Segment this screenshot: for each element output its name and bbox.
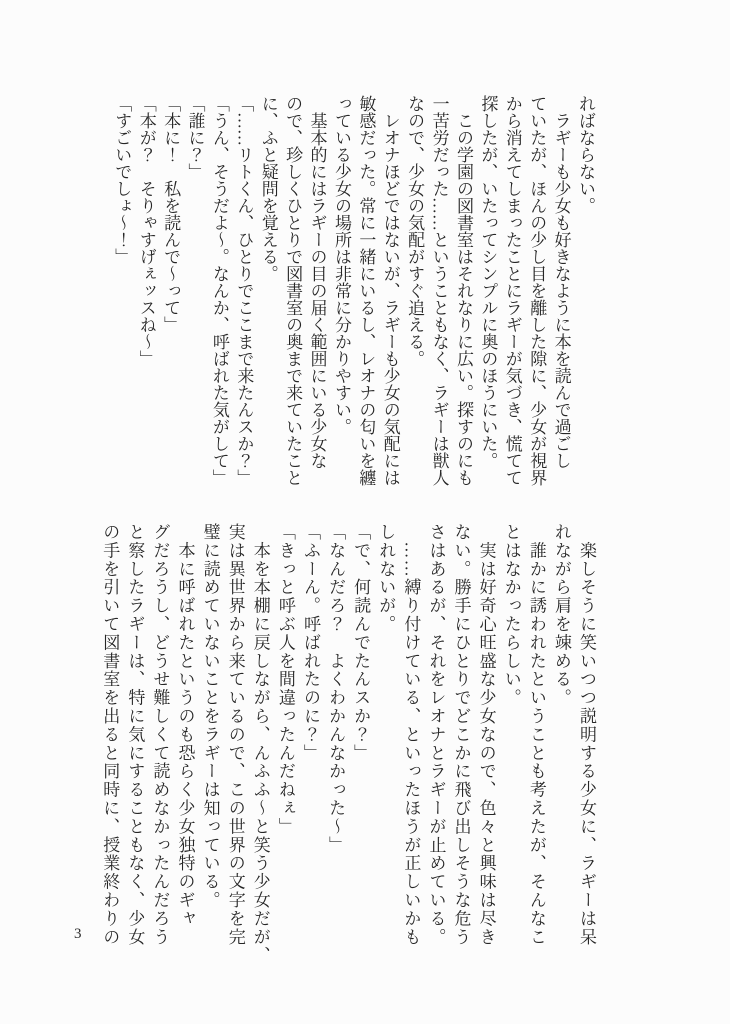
- text-line: レオナほどではないが、ラギーも少女の気配には: [380, 95, 400, 486]
- text-line: 敏感だった。常に一緒にいるし、レオナの匂いを纏: [356, 95, 376, 486]
- text-line: しれないが。: [376, 523, 396, 634]
- text-line: グだろうし、どうせ難しくて読めなかったんだろう: [150, 523, 170, 947]
- text-line: 実は異世界から来ているので、この世界の文字を完: [225, 523, 245, 947]
- text-line: ……縛り付けている、といったほうが正しいかも: [401, 523, 421, 947]
- text-line: 実は好奇心旺盛な少女なので、色々と興味は尽き: [476, 523, 496, 947]
- text-line: から消えてしまったことにラギーが気づき、慌てて: [502, 95, 522, 486]
- text-line: 楽しそうに笑いつつ説明する少女に、ラギーは呆: [577, 523, 596, 947]
- text-line: さはあるが、それをレオナとラギーが止めている。: [426, 523, 446, 947]
- text-line: れながら肩を竦める。: [551, 523, 571, 707]
- lower-text-block: [97, 523, 599, 965]
- text-line: ればならない。: [576, 95, 595, 214]
- text-line: 基本的にはラギーの目の届く範囲にいる少女な: [307, 95, 327, 469]
- text-line: 一苦労だった……ということもなく、ラギーは獣人: [429, 95, 449, 486]
- text-line: ていたが、ほんの少し目を離した隙に、少女が視界: [527, 95, 547, 486]
- text-line: 「なんだろ？ よくわかんなかった〜」: [326, 523, 346, 855]
- text-line: この学園の図書室はそれなりに広い。探すのにも: [453, 95, 473, 486]
- text-line: 探したが、いたってシンプルに奥のほうにいた。: [478, 95, 498, 469]
- text-line: 本に呼ばれたというのも恐らく少女独特のギャ: [175, 523, 195, 928]
- text-line: なので、少女の気配がすぐ追える。: [405, 95, 425, 367]
- text-line: とはなかったらしい。: [501, 523, 521, 707]
- upper-text-block: [109, 95, 597, 491]
- text-line: に、ふと疑問を覚える。: [258, 95, 278, 282]
- text-line: 「誰に？」: [185, 95, 205, 180]
- text-line: 「ふーん。呼ばれたのに？」: [300, 523, 320, 763]
- page-number: 3: [74, 926, 82, 942]
- text-line: 「本に！ 私を読んで〜って」: [161, 95, 181, 333]
- text-line: 本を本棚に戻しながら、んふふ〜と笑う少女だが、: [250, 523, 270, 965]
- text-line: っている少女の場所は非常に分かりやすい。: [331, 95, 351, 435]
- text-line: 「すごいでしょ〜！」: [112, 95, 132, 265]
- text-line: 「で、何読んでたんスか？」: [351, 523, 371, 763]
- text-line: ない。勝手にひとりでどこかに飛び出しそうな危う: [451, 523, 471, 947]
- text-line: 「本が？ そりゃすげぇッスね〜」: [136, 95, 156, 367]
- text-line: 「……リトくん、ひとりでここまで来たんスか？」: [234, 95, 254, 486]
- text-line: 璧に読めていないことをラギーは知っている。: [200, 523, 220, 910]
- text-line: 「うん、そうだよ〜。なんか、呼ばれた気がして」: [209, 95, 229, 486]
- text-line: ので、珍しくひとりで図書室の奥まで来ていたこと: [283, 95, 303, 486]
- text-line: と察したラギーは、特に気にすることもなく、少女: [125, 523, 145, 947]
- text-line: 誰かに誘われたということも考えたが、そんなこ: [526, 523, 546, 947]
- text-line: ラギーも少女も好きなように本を読んで過ごし: [551, 95, 571, 469]
- text-line: の手を引いて図書室を出ると同時に、授業終わりの: [100, 523, 120, 947]
- text-line: 「きっと呼ぶ人を間違ったんだねぇ」: [275, 523, 295, 836]
